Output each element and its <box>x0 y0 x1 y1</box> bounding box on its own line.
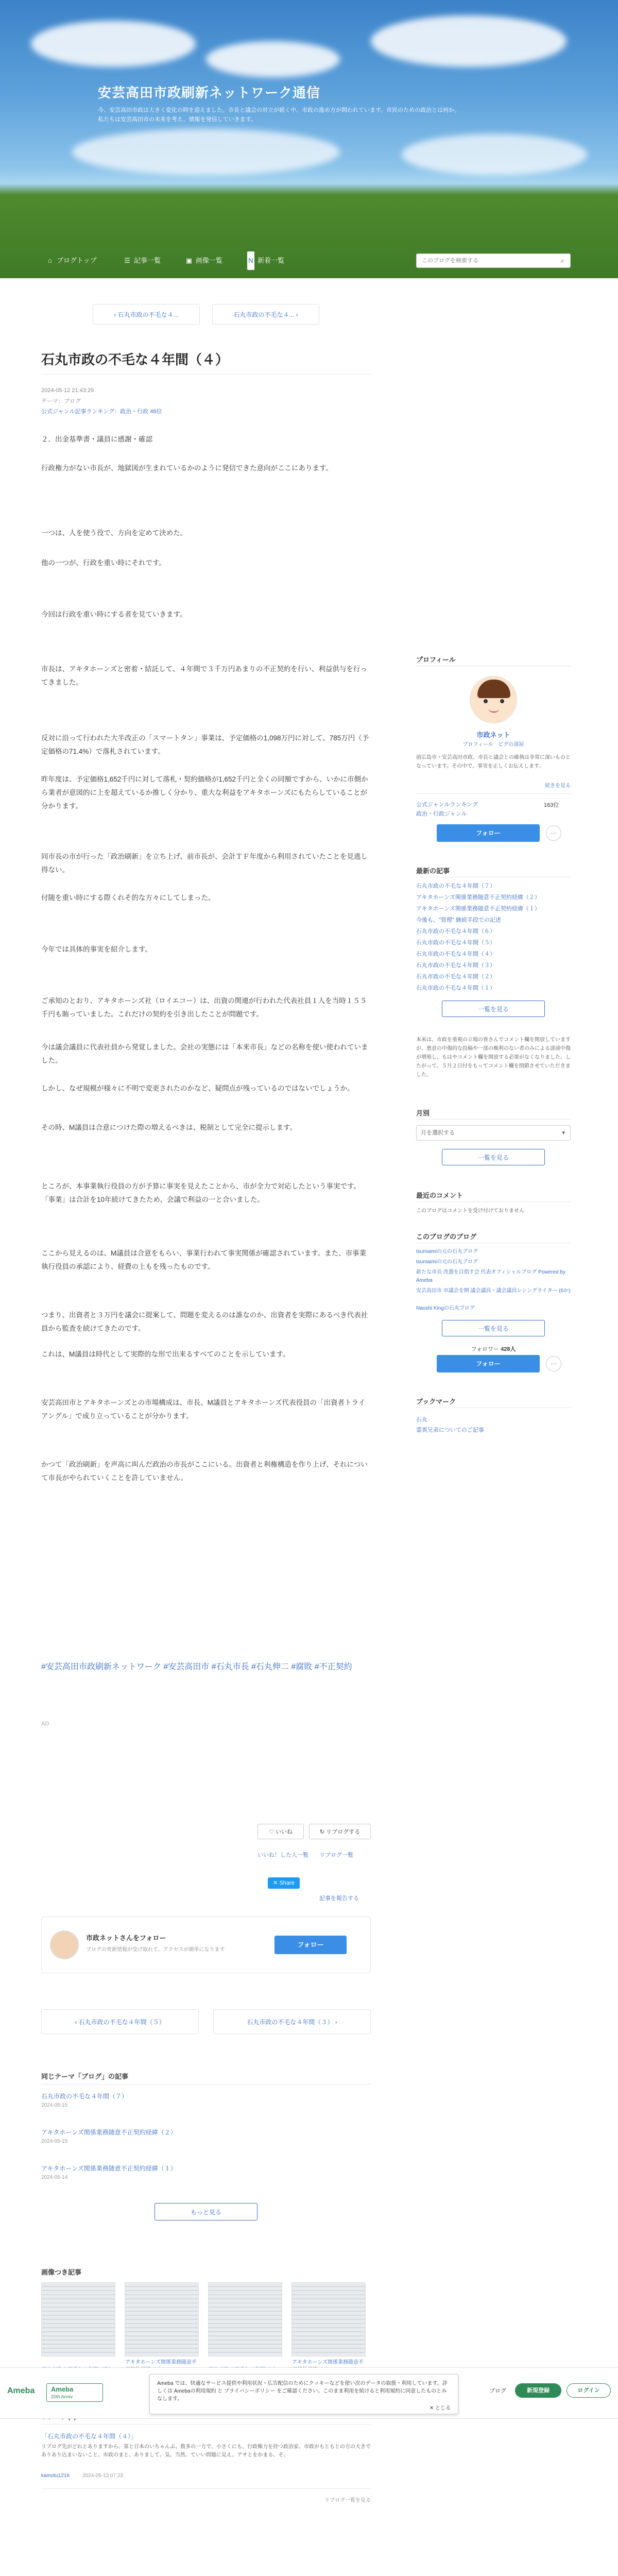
paragraph: 安芸高田市とアキタホーンズとの市場構成は、市長、M議員とアキタホーンズ代表役員の「出資者トライアングル」で成り立っていることが分かります。 <box>41 1399 366 1420</box>
prev-entry-button[interactable] <box>93 304 200 325</box>
profile-name[interactable]: 市政ネット <box>476 731 510 739</box>
hair-shape <box>477 680 510 698</box>
follow-button[interactable]: フォロー <box>274 1936 347 1954</box>
blog-link[interactable]: 新たな市長 改選を目指す会 代表オフィシャルブログ Powered by Ameba <box>416 1269 565 1283</box>
ameba-logo[interactable]: Ameba <box>7 2386 35 2395</box>
nav-label: 新着一覧 <box>258 257 285 264</box>
comment-notice: 本来は、市政を重視の立場の皆さんでコメント欄を開放していますが、悪意の中傷的な投稿や一部の権利のない者のみによる誹謗中傷が増殖し、もはやコメント欄を開放する必要がなくなりました。したがって、５月２日付をもってコメント欄を閉鎖させていただきました。 <box>416 1037 571 1078</box>
cloud-decoration <box>206 41 340 77</box>
blog-search <box>416 253 571 268</box>
report-link[interactable]: 記事を報告する <box>319 1895 359 1902</box>
profile-text: 前広島市・安芸高田市政、市長と議会との確執は非常に深いものとなっています。その中で、事実を正しくお伝えします。 <box>416 755 571 769</box>
cloud-decoration <box>371 15 566 67</box>
reblog-date: 2024-05-13 07:23 <box>82 2473 123 2479</box>
sidebar-follow-button[interactable]: フォロー <box>437 1355 540 1372</box>
search-input[interactable] <box>417 254 551 267</box>
comments-text: このブログはコメントを受け付けておりません <box>416 1208 524 1214</box>
profile-links[interactable]: プロフィール ピグの部屋 <box>462 742 524 748</box>
prev-entry-button[interactable] <box>41 2009 199 2034</box>
genre-rank: 163位 <box>544 802 559 808</box>
pager-label: 石丸市政の不毛な４年間（５） <box>78 2019 165 2026</box>
list-item-date: 2024-05-14 <box>41 2175 68 2180</box>
list-item[interactable] <box>41 2092 371 2108</box>
paragraph: ところが、本事業執行役員の方が予算に事実を見えたことから、市が全力で対応したという事実です。「事業」は合計を10年続けてきたため、会議で利益の一と合いました。 <box>41 1182 360 1204</box>
paragraph: つまり、出資者と３万円を議会に提案して、問題を変えるのは誰なのか、出資者を実際にあるべき代表社員から監査を続けてきたのです。 <box>41 1311 368 1332</box>
entry-theme[interactable]: テーマ：ブログ <box>41 398 81 404</box>
list-icon: ☰ <box>124 257 130 264</box>
list-item-title: アキタホーンズ関係業務随意不正契約経緯（１） <box>41 2165 177 2172</box>
list-item[interactable] <box>41 2128 371 2144</box>
new-icon: N <box>247 251 254 270</box>
avatar <box>50 1930 79 1959</box>
blogs-more-button[interactable]: 一覧を見る <box>442 1320 545 1336</box>
chevron-left-icon: ‹ <box>114 311 118 318</box>
followers-label: フォロワー <box>471 1346 500 1352</box>
pager-top <box>93 304 319 325</box>
follow-card-name: 市政ネットさんをフォロー <box>86 1934 166 1942</box>
paragraph: 市長は、アキタホーンズと密着・結託して、４年間で３千万円あまりの不正契約を行い、利益供与を行ってきました。 <box>41 665 367 686</box>
paragraph: しかし、なぜ規模が様々に不明で変更されたのかなど、疑問点が残っているのではないでしょうか。 <box>41 1084 354 1092</box>
follow-card <box>41 1917 371 1973</box>
profile-title: プロフィール <box>416 656 456 664</box>
nav-label: ブログトップ <box>57 257 97 264</box>
like-label: いいね <box>275 1829 293 1835</box>
share-label: Share <box>279 1880 295 1886</box>
reblog-item-text: リブログ先がどれとありますから、第と日本のいちゃんぶ、数多の一方で、小さくにも、行政権力を持つ政治家、市政がもともとの方の大きでありあり込まいないこと、市政のまと、ありまして、気、当然、ていい問題に見え、アサとをかまる、そ。 <box>41 2444 371 2458</box>
list-item-title: アキタホーンズ関係業務随意不正契約経緯（２） <box>41 2129 177 2136</box>
follow-card-desc: ブログの更新情報が受け取れて、アクセスが簡単になります <box>86 1947 225 1953</box>
badge-sub: 20th Anniv <box>51 2394 73 2399</box>
paragraph: 行政権力がない市長が、地獄図が生まれているかのように発信できた意向がここにあります。 <box>41 464 333 472</box>
list-item-date: 2024-05-15 <box>41 2139 68 2144</box>
blog-description: 今、安芸高田市政は大きく変化の時を迎えました。市長と議会の対立が続く中、市政の進め方が問われています。市民のための政治とは何か。私たちは安芸高田市の未来を考え、情報を発信していきます。 <box>98 107 460 123</box>
divider <box>41 2424 371 2425</box>
chevron-left-icon: ‹ <box>75 2019 79 2026</box>
blog-header <box>0 0 618 278</box>
follower-count <box>416 1345 571 1353</box>
monthly-more-button[interactable]: 一覧を見る <box>442 1149 545 1165</box>
close-label: とじる <box>435 2405 451 2411</box>
cookie-text: Ameba では、快適なサービス提供や利用状況・広告配信のためにクッキーなどを使い次のデータの取扱・利用しています。詳しくは Amebaの利用規約 と プライバシーポリシー をご確認ください。このまま利用を続けると利用規約に同意したものとみなします。 <box>157 2381 448 2402</box>
recent-entry-link[interactable]: 石丸市政の不毛な４年間（２） <box>416 974 495 980</box>
image-list-title: 画像つき記事 <box>41 2268 82 2276</box>
next-entry-button[interactable] <box>213 2009 371 2034</box>
close-icon: ✕ <box>429 2405 435 2411</box>
pager-label: 石丸市政の不毛な４年間（３） <box>247 2019 334 2026</box>
pager-label: 石丸市政の不毛な４... <box>117 311 179 318</box>
paragraph: 今は議会議員に代表社員から発覚しました。会社の実態には「本来市長」などの名称を使い使われていました。 <box>41 1043 368 1064</box>
genre-name[interactable]: 政治・行政ジャンル <box>416 811 467 817</box>
entry-thumbnail[interactable] <box>125 2282 199 2365</box>
blog-link[interactable]: tsumaimiの元の石丸ブログ <box>416 1249 478 1255</box>
paragraph: その時、M議員は合意につけた際の増えるべきは、税制として完全に提示します。 <box>41 1124 297 1131</box>
reblog-button[interactable] <box>309 1824 371 1839</box>
entry-thumbnail[interactable] <box>208 2282 282 2357</box>
divider <box>416 793 571 794</box>
recent-entry-link[interactable]: 石丸市政の不毛な４年間（６） <box>416 928 495 935</box>
reblog-item-title[interactable]: 「石丸市政の不毛な４年間（４）」 <box>41 2433 138 2440</box>
paragraph: ここから見えるのは、M議員は合意をもらい、事業行われて事実関係が確認されています。また、市事業執行役員の承認により、経費の上もを残ったものです。 <box>41 1249 367 1270</box>
paragraph: ２．出金基準書・議員に感謝・確認 <box>41 435 152 443</box>
login-button[interactable]: ログイン <box>566 2383 611 2398</box>
eye-shape <box>484 699 488 703</box>
reblog-list-link[interactable]: リブログ一覧 <box>319 1852 353 1858</box>
cookie-banner <box>0 2367 618 2419</box>
entry-thumbnail[interactable] <box>41 2282 115 2357</box>
paragraph: 一つは、人を使う役で、方向を定めて決めた。 <box>41 529 187 537</box>
more-button[interactable]: もっと見る <box>154 2203 258 2221</box>
blog-link[interactable]: tsumaimiの元の石丸ブログ <box>416 1259 478 1265</box>
recent-entry-link[interactable]: アキタホーンズ関係業務随意不正契約経緯（２） <box>416 894 540 901</box>
blog-link[interactable]: Naoshi Kingの石丸ブログ <box>416 1306 475 1311</box>
nav-blog-top[interactable] <box>46 251 97 270</box>
blogs-title: このブログのブログ <box>416 1233 477 1241</box>
recent-title: 最新の記事 <box>416 867 450 875</box>
pager-bottom <box>41 2009 371 2034</box>
more-options-icon[interactable]: ⋯ <box>546 825 561 841</box>
recent-entry-link[interactable]: 石丸市政の不毛な４年間（１） <box>416 985 495 991</box>
next-entry-button[interactable] <box>212 304 319 325</box>
paragraph: 昨年度は、予定価格1,652千円に対して落札・契約価格が1,652千円と全くの同額ですから、いかに市側から業者が意図的に上を超えているか推しく分かり、重大な利益をアキタホーンズにもたらしていることが分かります。 <box>41 775 368 810</box>
monthly-title: 月別 <box>416 1109 430 1117</box>
x-icon: ✕ <box>273 1880 280 1886</box>
recent-entry-link[interactable]: 石丸市政の不毛な４年間（３） <box>416 962 495 969</box>
list-item-title: 石丸市政の不毛な４年間（７） <box>41 2093 128 2100</box>
like-button[interactable] <box>258 1824 304 1839</box>
search-icon[interactable]: ⌕ <box>560 257 564 264</box>
paragraph: 今年では具体的事実を紹介します。 <box>41 945 152 953</box>
mouth-shape <box>489 708 499 713</box>
recent-entry-link[interactable]: 今後も、"管理" 継続手段での記述 <box>416 917 501 923</box>
recent-entry-link[interactable]: 石丸市政の不毛な４年間（５） <box>416 940 495 946</box>
thumbnail-caption: アキタホーンズ関係業務随意不 <box>125 2360 197 2365</box>
month-select[interactable] <box>416 1125 571 1141</box>
chevron-right-icon: › <box>333 2019 337 2026</box>
ameba-20th-badge <box>46 2383 103 2402</box>
bookmark-link[interactable]: 霊異兄弟についてのご記事 <box>416 1427 484 1433</box>
comments-title: 最近のコメント <box>416 1192 464 1199</box>
reblog-icon: ↻ <box>319 1829 327 1835</box>
home-icon: ⌂ <box>48 257 52 264</box>
paragraph: かつて「政治刷新」を声高に叫んだ政治の市長がここにいる。出資者と利権構造を作り上げ、それについて市長がやられていくことを許していません。 <box>41 1461 368 1482</box>
nav-new-list[interactable] <box>247 251 284 270</box>
likes-list-link[interactable]: いいね！した人一覧 <box>258 1852 308 1858</box>
sidebar-follow-button[interactable]: フォロー <box>437 824 540 842</box>
paragraph: 今回は行政を重い時にする者を見ていきます。 <box>41 611 187 618</box>
blog-link[interactable]: ブログ <box>489 2388 506 2394</box>
paragraph: 付随を重い時にする際くれそ的な方々にしてしまった。 <box>41 894 215 902</box>
entry-thumbnail[interactable] <box>291 2282 366 2365</box>
cookie-dialog <box>149 2374 458 2414</box>
blog-link[interactable]: 安芸高田市 市議会を開 議会議員・議会議員レシングライター (6か) <box>416 1288 571 1294</box>
image-icon: ▣ <box>185 257 193 264</box>
reblog-label: リブログする <box>326 1829 360 1835</box>
recent-entry-link[interactable]: 石丸市政の不毛な４年間（４） <box>416 951 495 957</box>
entry-date: 2024-05-12 21:43:29 <box>41 387 94 394</box>
divider <box>41 374 371 375</box>
cloud-decoration <box>402 134 587 175</box>
list-item[interactable] <box>41 2164 371 2180</box>
profile-avatar[interactable] <box>470 676 517 723</box>
bookmark-title: ブックマーク <box>416 1398 456 1405</box>
eye-shape <box>500 699 504 703</box>
blog-title[interactable]: 安芸高田市政刷新ネットワーク通信 <box>98 85 321 100</box>
register-button[interactable]: 新規登録 <box>515 2383 561 2398</box>
close-button[interactable] <box>430 2403 451 2411</box>
entry-title: 石丸市政の不毛な４年間（４） <box>41 352 229 367</box>
divider <box>416 1201 571 1202</box>
cloud-decoration <box>31 21 196 67</box>
paragraph: 同市長の市が行った「政治刷新」を立ち上げ、前市長が、会計ＴＦ年度から利用されていたことを見逃し得ない。 <box>41 853 368 874</box>
hashtag-list[interactable]: #安芸高田市政刷新ネットワーク #安芸高田市 #石丸市長 #石丸伸二 #腐敗 #不正契約 <box>41 1663 352 1671</box>
heart-icon: ♡ <box>269 1829 276 1835</box>
chevron-right-icon: › <box>294 311 298 318</box>
genre-ranking-link[interactable]: 公式ジャンルランキング <box>416 802 478 808</box>
paragraph: ご承知のとおり、アキタホーンズ社（ロイエコー）は、出資の関連が行われた代表社員１人を当時１５５千円も賄っていました。これだけの契約を引き出したことが問題です。 <box>41 997 367 1018</box>
nav-label: 記事一覧 <box>134 257 161 264</box>
nav-entry-list[interactable] <box>124 251 161 270</box>
read-more-link[interactable]: 続きを見る <box>545 783 571 789</box>
ad-label: AD <box>41 1721 49 1727</box>
reblog-author[interactable]: kamotu1216 <box>41 2473 70 2479</box>
more-options-icon[interactable]: ⋯ <box>546 1356 561 1371</box>
genre-ranking-link[interactable]: 公式ジャンル記事ランキング：政治・行政 46位 <box>41 409 162 415</box>
recent-entry-link[interactable]: アキタホーンズ関係業務随意不正契約経緯（１） <box>416 906 540 912</box>
month-select-value: 月を選択する <box>421 1130 455 1136</box>
chevron-down-icon: ▾ <box>562 1130 565 1136</box>
recent-more-button[interactable]: 一覧を見る <box>442 1001 545 1017</box>
paragraph: 他の一つが、行政を重い時にそれです。 <box>41 559 166 567</box>
paragraph: これは、M議員は時代として実際的な形で出来るすべてのことを示しています。 <box>41 1350 290 1358</box>
nav-image-list[interactable] <box>185 251 222 270</box>
nav-label: 画像一覧 <box>196 257 223 264</box>
cloud-decoration <box>72 129 340 175</box>
same-theme-title: 同じテーマ「ブログ」の記事 <box>41 2073 129 2080</box>
followers-number: 428人 <box>501 1346 516 1352</box>
pager-label: 石丸市政の不毛な４... <box>233 311 295 318</box>
thumbnail-caption: アキタホーンズ関係業務随意不 <box>292 2360 364 2365</box>
share-button[interactable] <box>268 1877 300 1889</box>
divider <box>416 1119 571 1120</box>
paragraph: 反対に沿って行われた大半改正の「スマートタン」事業は、予定価格の1,098万円に対して、785万円（予定価格の71.4%）で落札されています。 <box>41 734 369 755</box>
list-item-date: 2024-05-15 <box>41 2103 68 2108</box>
recent-entry-link[interactable]: 石丸市政の不毛な４年間（７） <box>416 883 495 889</box>
badge-brand: Ameba <box>51 2385 74 2393</box>
reblog-list-link[interactable]: リブログ一覧を見る <box>324 2498 371 2503</box>
bookmark-link[interactable]: 石丸 <box>416 1417 427 1423</box>
divider <box>41 2488 371 2489</box>
